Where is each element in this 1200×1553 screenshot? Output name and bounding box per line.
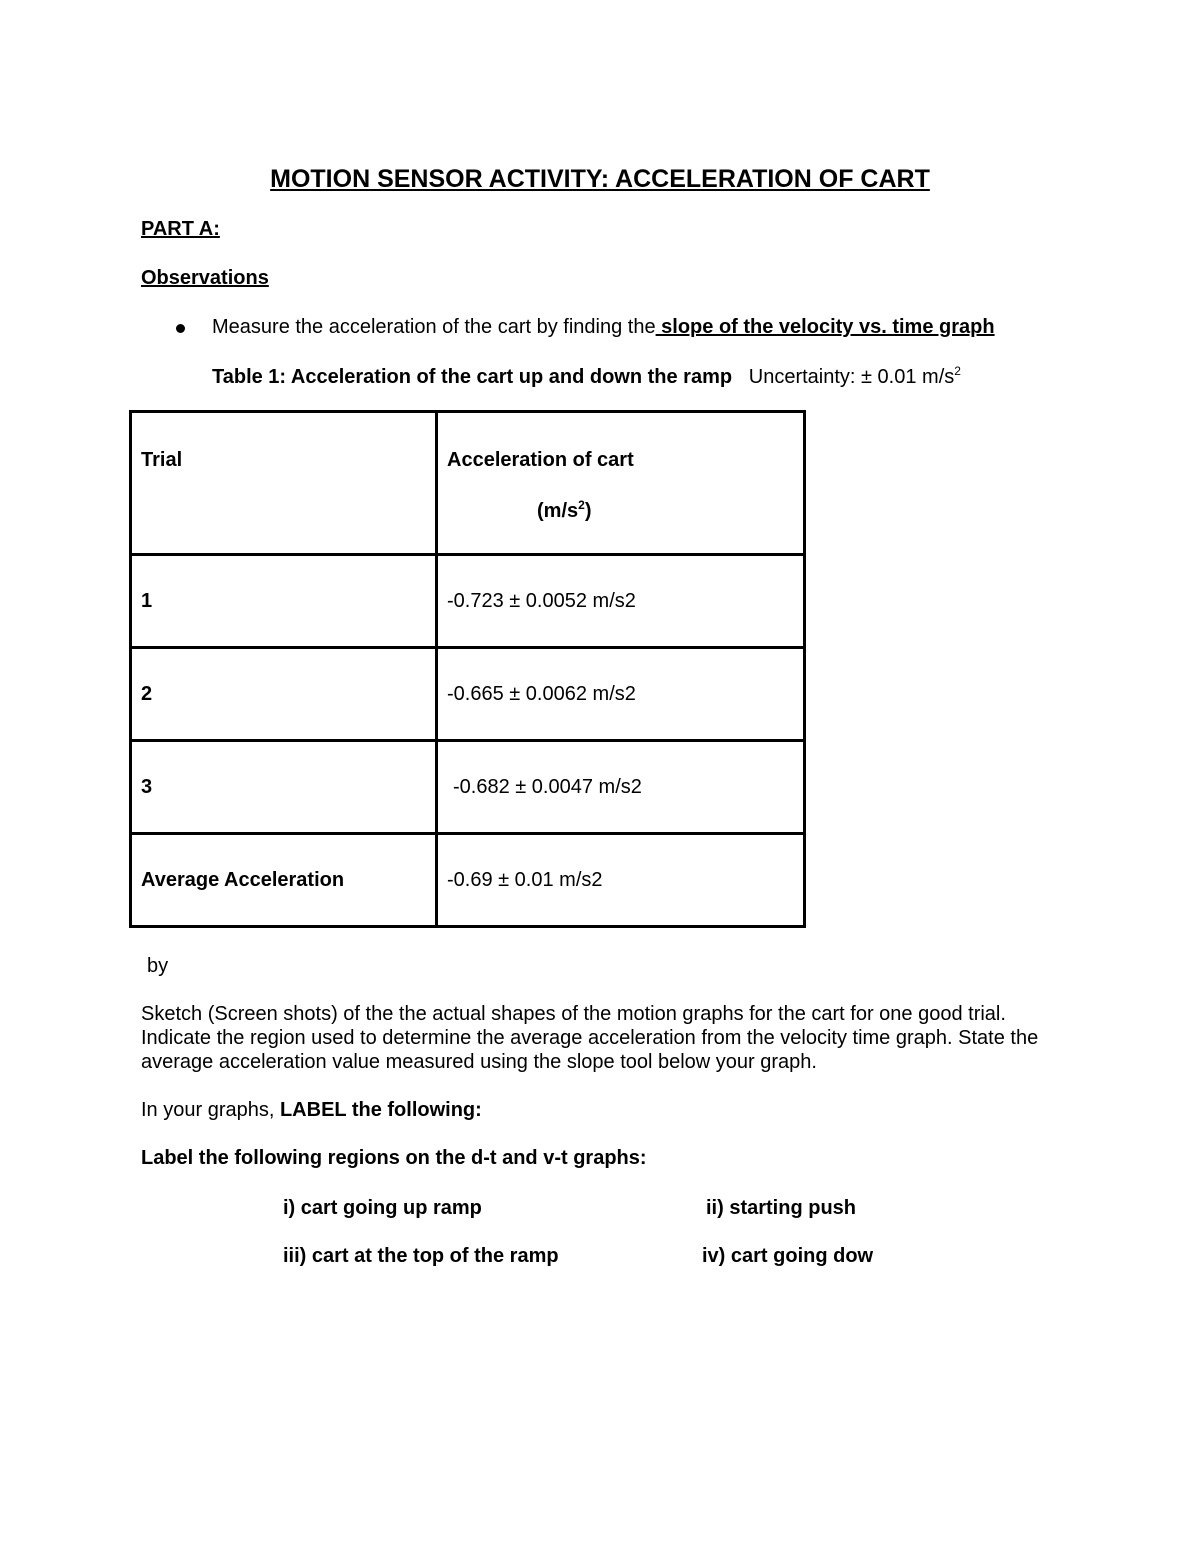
region-label: iii) cart at the top of the ramp: [283, 1245, 559, 1267]
regions-heading: Label the following regions on the d-t and v-t graphs:: [141, 1147, 647, 1169]
trial-cell: 3: [131, 741, 437, 834]
observations-heading: Observations: [141, 267, 269, 289]
region-label: i) cart going up ramp: [283, 1197, 482, 1219]
table-row: [131, 555, 805, 648]
graphs-instruction-bold: LABEL the following:: [279, 1099, 482, 1121]
table-row: [131, 648, 805, 741]
value-cell: -0.723 ± 0.0052 m/s2: [437, 555, 805, 648]
table-row: [131, 741, 805, 834]
bullet-item: [212, 316, 995, 339]
trial-cell: 2: [131, 648, 437, 741]
header-cell-trial: Trial: [131, 412, 437, 555]
by-text: by: [147, 955, 169, 977]
graphs-instruction: In your graphs, LABEL the following:: [141, 1099, 482, 1121]
trial-cell: 1: [131, 555, 437, 648]
uncertainty-superscript: 2: [954, 364, 961, 378]
region-label: ii) starting push: [706, 1197, 856, 1219]
bullet-text: Measure the acceleration of the cart by finding the: [212, 316, 656, 338]
value-cell: -0.682 ± 0.0047 m/s2: [437, 741, 805, 834]
region-label: iv) cart going dow: [702, 1245, 874, 1267]
bullet-emphasis: slope of the velocity vs. time graph: [655, 316, 995, 338]
acceleration-table: [129, 410, 806, 928]
sketch-paragraph: Sketch (Screen shots) of the the actual shapes of the motion graphs for the cart for one good trial. Indicate the region used to determine the average acceleration from the velocity time graph. State the average acceleration value measured using the slope tool below your graph.: [141, 1003, 1039, 1073]
header-unit: $(m/s^2)$: [537, 498, 592, 522]
table-header-row: [131, 412, 805, 555]
bullet-icon: [176, 324, 185, 333]
page-title: MOTION SENSOR ACTIVITY: ACCELERATION OF CART: [270, 165, 930, 193]
table-caption: [212, 364, 961, 389]
trial-cell: Average Acceleration: [131, 834, 437, 927]
part-a-heading: PART A:: [141, 218, 220, 240]
table-caption-uncertainty: Uncertainty: ± 0.01 m/s: [748, 366, 955, 388]
table-row-average: [131, 834, 805, 927]
header-cell-acceleration: Acceleration of cart $(m/s^2)$: [437, 412, 805, 555]
value-cell: -0.69 ± 0.01 m/s2: [437, 834, 805, 927]
table-caption-title: Table 1: Acceleration of the cart up and down the ramp: [212, 366, 733, 388]
value-cell: -0.665 ± 0.0062 m/s2: [437, 648, 805, 741]
